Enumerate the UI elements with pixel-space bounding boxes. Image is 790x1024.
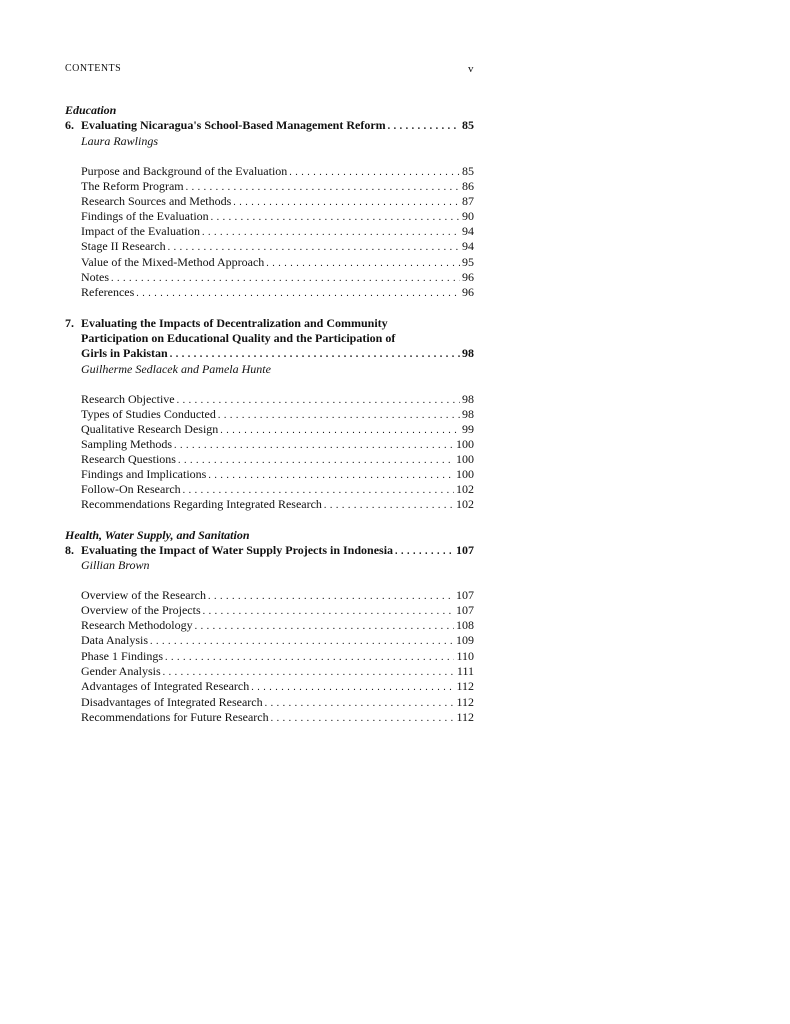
entry-label: Advantages of Integrated Research <box>81 679 250 693</box>
entry-label: Research Methodology <box>81 618 193 632</box>
toc-entry[interactable] <box>81 618 474 633</box>
dot-leader <box>208 589 454 604</box>
toc-entry[interactable] <box>81 679 474 694</box>
entry-page: 96 <box>462 285 474 299</box>
chapter-page: 107 <box>456 543 474 557</box>
dot-leader <box>208 468 454 483</box>
entry-label: Data Analysis <box>81 633 148 647</box>
entry-page: 112 <box>456 695 474 709</box>
entry-page: 110 <box>456 649 474 663</box>
dot-leader <box>289 165 460 180</box>
entry-label: References <box>81 285 135 299</box>
dot-leader <box>395 544 454 559</box>
entry-page: 95 <box>462 255 474 269</box>
dot-leader <box>211 210 460 225</box>
entry-label: Research Questions <box>81 452 176 466</box>
dot-leader <box>218 408 460 423</box>
entry-label: Research Sources and Methods <box>81 194 232 208</box>
entry-page: 112 <box>456 710 474 724</box>
entry-label: Overview of the Research <box>81 588 206 602</box>
chapter-title-continued: Participation on Educational Quality and the Participation of <box>81 331 396 345</box>
entry-label: Stage II Research <box>81 239 166 253</box>
toc-entry[interactable] <box>81 710 474 725</box>
dot-leader <box>220 423 460 438</box>
chapter-entry[interactable] <box>65 316 474 331</box>
entry-page: 85 <box>462 164 474 178</box>
toc-entry[interactable] <box>81 239 474 254</box>
chapter-author: Laura Rawlings <box>81 134 159 148</box>
dot-leader <box>195 619 454 634</box>
dot-leader <box>163 665 455 680</box>
toc-entry[interactable] <box>81 224 474 239</box>
entry-page: 98 <box>462 392 474 406</box>
dot-leader <box>233 195 460 210</box>
entry-label: Notes <box>81 270 109 284</box>
entry-label: Findings of the Evaluation <box>81 209 209 223</box>
entry-label: Types of Studies Conducted <box>81 407 216 421</box>
running-head-contents: CONTENTS <box>65 63 122 74</box>
dot-leader <box>265 696 455 711</box>
entry-label: Research Objective <box>81 392 175 406</box>
entry-label: Overview of the Projects <box>81 603 201 617</box>
chapter-author: Gillian Brown <box>81 558 150 572</box>
toc-entry[interactable] <box>81 270 474 285</box>
toc-entry[interactable] <box>81 649 474 664</box>
entry-label: Purpose and Background of the Evaluation <box>81 164 288 178</box>
chapter-title-continued: Girls in Pakistan <box>81 346 168 360</box>
entry-page: 102 <box>456 497 474 511</box>
entry-page: 86 <box>462 179 474 193</box>
toc-entry[interactable] <box>81 194 474 209</box>
entry-page: 100 <box>456 437 474 451</box>
toc-entry[interactable] <box>81 285 474 300</box>
entry-label: Recommendations Regarding Integrated Research <box>81 497 322 511</box>
toc-entry[interactable] <box>81 482 474 497</box>
toc-entry[interactable] <box>81 407 474 422</box>
toc-entry[interactable] <box>81 209 474 224</box>
entry-page: 90 <box>462 209 474 223</box>
entry-page: 94 <box>462 239 474 253</box>
dot-leader <box>168 240 460 255</box>
page-number: v <box>468 63 474 75</box>
toc-entry[interactable] <box>81 633 474 648</box>
toc-entry[interactable] <box>81 437 474 452</box>
toc-entry[interactable] <box>81 497 474 512</box>
entry-page: 107 <box>456 603 474 617</box>
entry-label: Sampling Methods <box>81 437 173 451</box>
dot-leader <box>388 119 460 134</box>
dot-leader <box>174 438 454 453</box>
toc-entry[interactable] <box>81 255 474 270</box>
dot-leader <box>150 634 454 649</box>
chapter-title-final-line[interactable] <box>81 346 474 361</box>
entry-page: 107 <box>456 588 474 602</box>
entry-label: Recommendations for Future Research <box>81 710 269 724</box>
dot-leader <box>266 256 460 271</box>
dot-leader <box>271 711 455 726</box>
entry-label: Qualitative Research Design <box>81 422 219 436</box>
entry-label: Impact of the Evaluation <box>81 224 200 238</box>
chapter-title: Evaluating Nicaragua's School-Based Management Reform <box>81 118 386 132</box>
toc-entry[interactable] <box>81 452 474 467</box>
chapter-page: 98 <box>462 346 474 360</box>
dot-leader <box>136 286 460 301</box>
chapter-title: Evaluating the Impacts of Decentralization and Community <box>81 316 388 330</box>
entry-label: Findings and Implications <box>81 467 207 481</box>
entry-page: 96 <box>462 270 474 284</box>
dot-leader <box>177 393 460 408</box>
entry-label: Gender Analysis <box>81 664 161 678</box>
entry-page: 108 <box>456 618 474 632</box>
toc-entry[interactable] <box>81 392 474 407</box>
chapter-author: Guilherme Sedlacek and Pamela Hunte <box>81 362 271 376</box>
dot-leader <box>251 680 454 695</box>
entry-page: 100 <box>456 467 474 481</box>
entry-page: 99 <box>462 422 474 436</box>
entry-page: 102 <box>456 482 474 496</box>
entry-label: Follow-On Research <box>81 482 181 496</box>
dot-leader <box>186 180 460 195</box>
entry-page: 109 <box>456 633 474 647</box>
entry-page: 94 <box>462 224 474 238</box>
dot-leader <box>324 498 454 513</box>
toc-entry[interactable] <box>81 467 474 482</box>
dot-leader <box>111 271 460 286</box>
entry-label: The Reform Program <box>81 179 184 193</box>
dot-leader <box>178 453 454 468</box>
chapter-entry[interactable] <box>65 118 474 133</box>
toc-entry[interactable] <box>81 664 474 679</box>
dot-leader <box>203 604 454 619</box>
entry-label: Disadvantages of Integrated Research <box>81 695 263 709</box>
entry-page: 98 <box>462 407 474 421</box>
toc-entry[interactable] <box>81 588 474 603</box>
dot-leader <box>170 347 460 362</box>
toc-entry[interactable] <box>81 179 474 194</box>
chapter-number: 6. <box>65 118 74 132</box>
entry-label: Phase 1 Findings <box>81 649 164 663</box>
chapter-number: 7. <box>65 316 74 330</box>
section-heading: Health, Water Supply, and Sanitation <box>65 528 250 542</box>
section-heading: Education <box>65 103 117 117</box>
dot-leader <box>165 650 454 665</box>
entry-page: 112 <box>456 679 474 693</box>
toc-entry[interactable] <box>81 695 474 710</box>
entry-page: 87 <box>462 194 474 208</box>
entry-page: 100 <box>456 452 474 466</box>
chapter-entry[interactable] <box>65 543 474 558</box>
entry-page: 111 <box>456 664 474 678</box>
chapter-title: Evaluating the Impact of Water Supply Projects in Indonesia <box>81 543 394 557</box>
toc-entry[interactable] <box>81 603 474 618</box>
chapter-number: 8. <box>65 543 74 557</box>
dot-leader <box>202 225 460 240</box>
chapter-page: 85 <box>462 118 474 132</box>
entry-label: Value of the Mixed-Method Approach <box>81 255 265 269</box>
toc-entry[interactable] <box>81 422 474 437</box>
dot-leader <box>183 483 454 498</box>
toc-entry[interactable] <box>81 164 474 179</box>
